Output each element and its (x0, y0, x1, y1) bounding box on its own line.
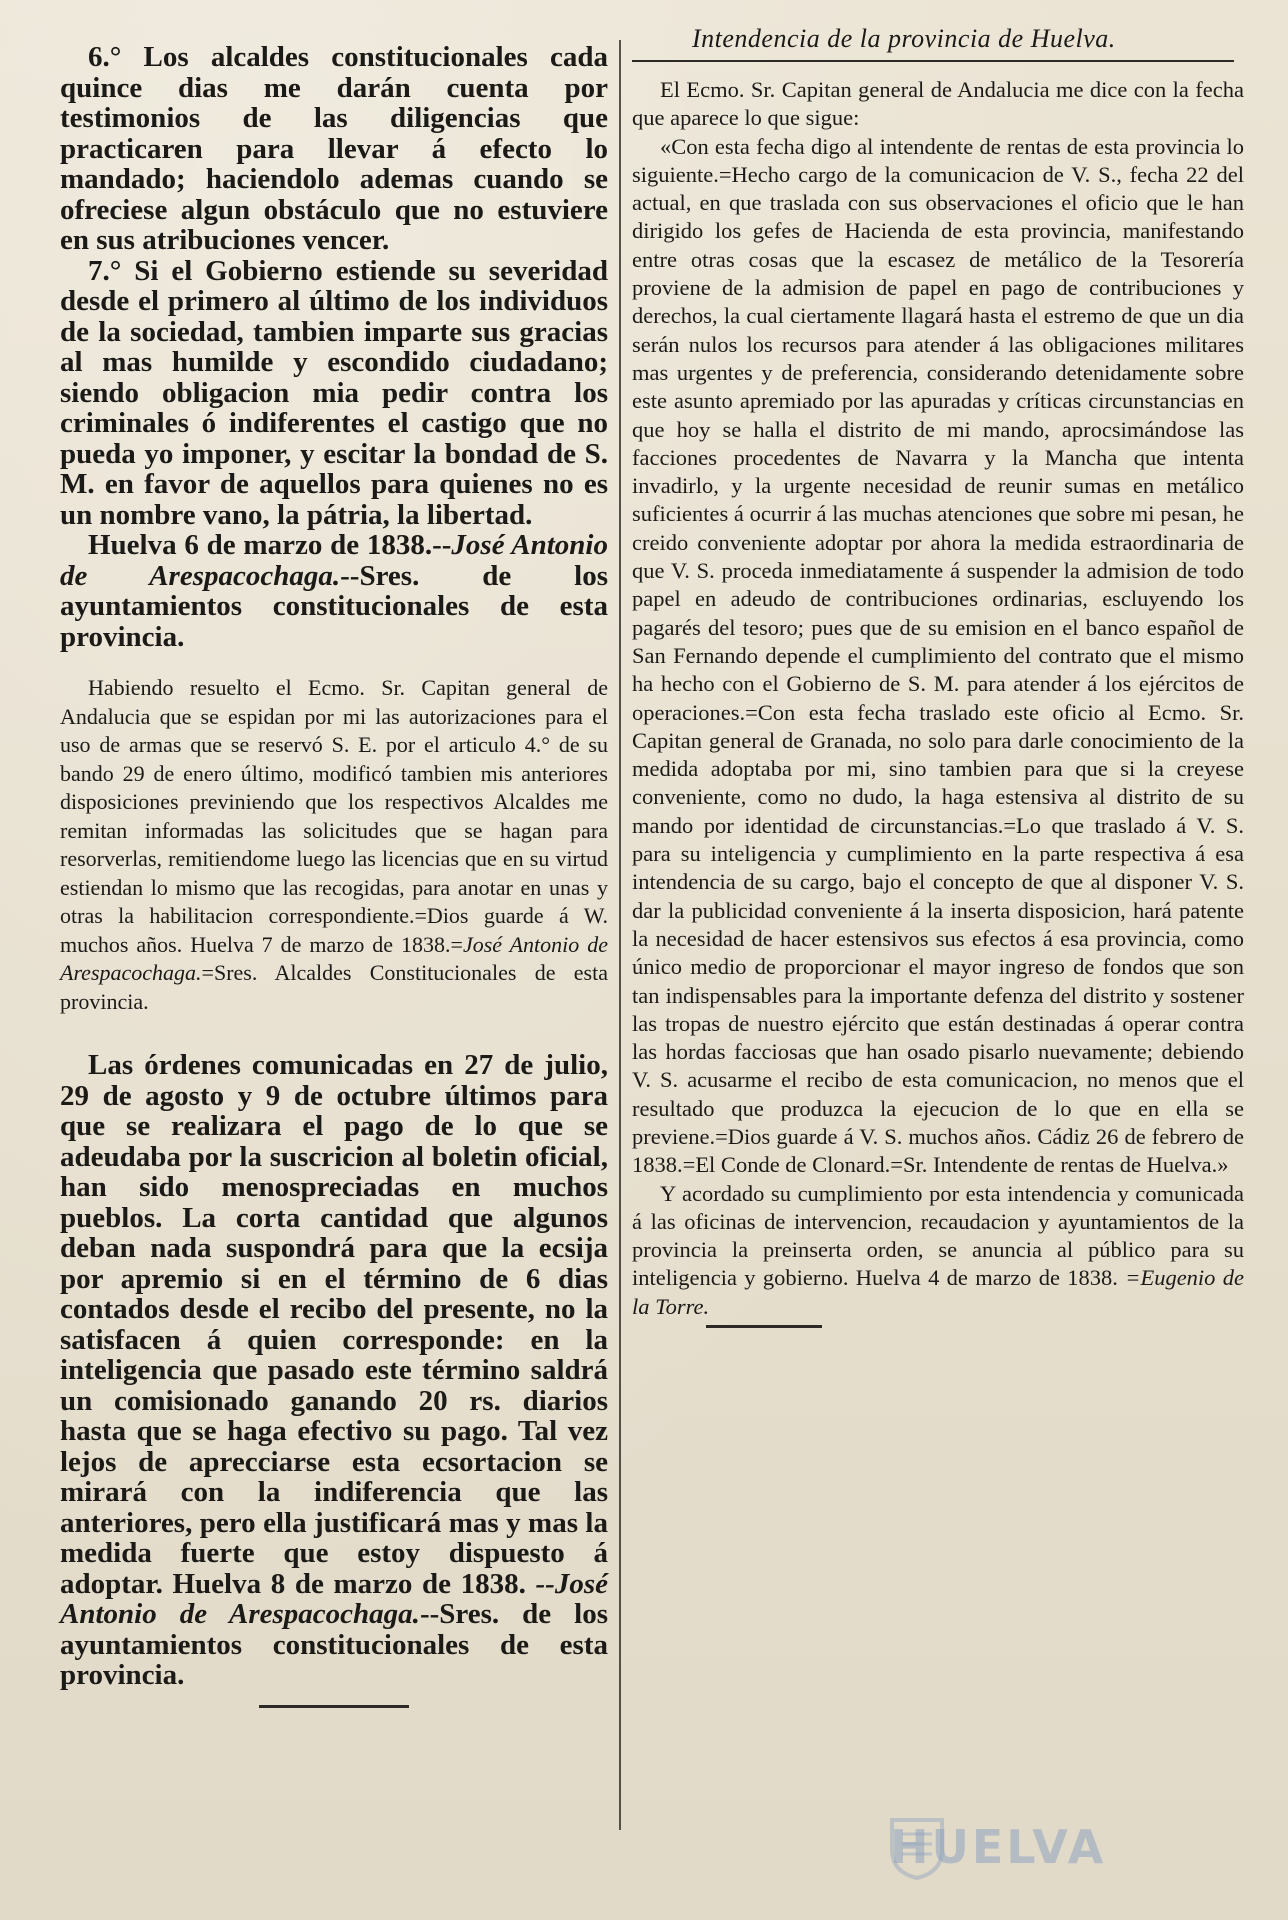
notice-bulletin-signer: --José Antonio de Arespacochaga. (60, 1567, 608, 1630)
article-paragraph-6: 6.° Los alcaldes constitucionales cada quince dias me darán cuenta por testimonios de las diligencias que practicaren para llevar á efecto lo mandado; haciendolo ademas cuando se ofreciese algun obstáculo que no estuviere en sus atribuciones vencer. (60, 41, 608, 256)
section-heading: Intendencia de la provincia de Huelva. (692, 24, 1116, 53)
column-divider (619, 40, 621, 1830)
decree-closing-text: Y acordado su cumplimiento por esta intendencia y comunicada á las oficinas de intervencion, recaudacion y ayuntamientos de la provincia la preinserta orden, se anuncia al público para su inteligencia y gobierno. Huelva 4 de marzo de 1838. (632, 1180, 1244, 1291)
decree-closing (632, 1180, 1244, 1321)
notice-weapons-licences (60, 674, 608, 1016)
left-column (60, 0, 608, 1708)
signature-addressee: --Sres. de los ayuntamientos constitucionales de esta provincia. (60, 559, 608, 653)
notice-weapons-addressee: =Sres. Alcaldes Constitucionales de esta provincia. (60, 960, 608, 1014)
notice-bulletin-payment (60, 1050, 608, 1691)
signature-name: José Antonio de Arespacochaga. (60, 529, 608, 592)
decree-closing-signer: =Eugenio de la Torre. (632, 1265, 1244, 1319)
section-end-rule-right (706, 1325, 822, 1328)
notice-bulletin-text: Las órdenes comunicadas en 27 de julio, 29 de agosto y 9 de octubre últimos para que se realizara el pago de lo que se adeudaba por la suscricion al boletin oficial, han sido menospreciadas en muchos pueblos. La corta cantidad que algunos deban nada suspondrá para que la ecsija por apremio si en el término de 6 dias contados desde el recibo del presente, no la satisfacen á quien corresponde: en la inteligencia que pasado este término saldrá un comisionado ganando 20 rs. diarios hasta que se haga efectivo su pago. Tal vez lejos de aprecciarse esta ecsortacion se mirará con la indiferencia que las anteriores, pero ella justificará mas y mas la medida fuerte que estoy dispuesto á adoptar. Huelva 8 de marzo de 1838. (60, 1049, 608, 1600)
signature-block-1 (60, 530, 608, 652)
archive-watermark: HUELVA (890, 1820, 1107, 1874)
article-paragraph-7: 7.° Si el Gobierno estiende su severidad desde el primero al último de los individuos de la sociedad, tambien imparte sus gracias al mas humilde y escondido ciudadano; siendo obligacion mia pedir contra los criminales ó indiferentes el castigo que no pueda yo imponer, y escitar la bondad de S. M. en favor de aquellos para quienes no es un nombre vano, la pátria, la libertad. (60, 254, 608, 531)
decree-intro: El Ecmo. Sr. Capitan general de Andalucia me dice con la fecha que aparece lo que sigue: (632, 77, 1244, 131)
right-column (632, 0, 1244, 1328)
heading-rule (632, 60, 1234, 62)
notice-bulletin-addressee: --Sres. de los ayuntamientos constitucionales de esta provincia. (60, 1598, 608, 1691)
signature-place-date: Huelva 6 de marzo de 1838.-- (88, 529, 452, 561)
decree-body: «Con esta fecha digo al intendente de rentas de esta provincia lo siguiente.=Hecho cargo de la comunicacion de V. S., fecha 22 del actual, en que traslada con sus observaciones el oficio que le han dirigido los gefes de Hacienda de esta provincia, manifestando entre otras cosas que la escasez de metálico de la Tesorería proviene de la admision de papel en pago de contribuciones y derechos, la cual ciertamente llagará hasta el estremo de que un dia serán nulos los recursos para atender á las obligaciones militares mas urgentes y de preferencia, considerando detenidamente sobre este asunto apremiado por las apuradas y críticas circunstancias en que hoy se halla el distrito de mi mando, aprocsimándose las facciones procedentes de Navarra y la Mancha que intenta invadirlo, y la urgente necesidad de reunir sumas en metálico suficientes á ocurrir á las muchas atenciones que sobre mi pesan, he creido conveniente adoptar por ahora la medida estraordinaria de que V. S. proceda inmediatamente á suspender la admision de todo papel en adeudo de contribuciones ordinarias, escluyendo los pagarés del tesoro; pues que de su emision en el banco español de San Fernando depende el cumplimiento del contrato que el mismo ha hecho con el Gobierno de S. M. para atender á los ejércitos de operaciones.=Con esta fecha traslado este oficio al Ecmo. Sr. Capitan general de Granada, no solo para darle conocimiento de la medida adoptaba por mi, sino tambien para que si la creyese conveniente, como no dudo, la haga estensiva al distrito de su mando por identidad de circunstancias.=Lo que traslado á V. S. para su inteligencia y cumplimiento en la parte respectiva á esa intendencia de su cargo, bajo el concepto de que al disponer V. S. dar la publicidad conveniente á la inserta disposicion, hará patente la necesidad de hacer estensivos sus efectos á esa provincia, como único medio de proporcionar el mayor ingreso de fondos que son tan indispensables para la importante defenza del distrito y sostener las tropas de nuestro ejército que están destinadas á operar contra las hordas facciosas que han osado pisarlo nuevamente; debiendo V. S. acusarme el recibo de esta comunicacion, no menos que el resultado que produzca la ejecucion de lo que en ella se previene.=Dios guarde á V. S. muchos años. Cádiz 26 de febrero de 1838.=El Conde de Clonard.=Sr. Intendente de rentas de Huelva.» (632, 133, 1244, 1178)
section-end-rule-left (259, 1705, 409, 1708)
notice-weapons-text: Habiendo resuelto el Ecmo. Sr. Capitan general de Andalucia que se espidan por mi las autorizaciones para el uso de armas que se reservó S. E. por el articulo 4.° de su bando 29 de enero último, modificó tambien mis anteriores disposiciones previniendo que los respectivos Alcaldes me remitan informadas las solicitudes que se hagan para resorverlas, remitiendome luego las licencias que en su virtud estiendan lo mismo que las recogidas, para anotar en unas y otras la habilitacion correspondiente.=Dios guarde á W. muchos años. Huelva 7 de marzo de 1838.= (60, 675, 608, 957)
notice-weapons-signer: José Antonio de Arespacochaga. (60, 931, 609, 985)
